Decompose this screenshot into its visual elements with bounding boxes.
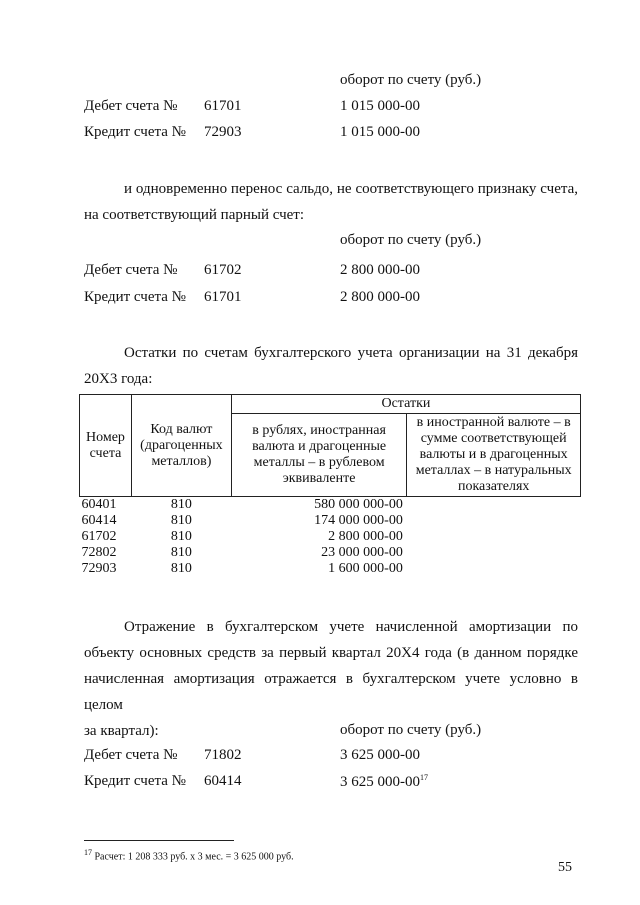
- cell-rub: 1 600 000-00: [328, 561, 403, 576]
- cell-account: 60401: [81, 497, 117, 512]
- turnover-header: оборот по счету (руб.): [340, 72, 482, 88]
- footnote-number: 17: [84, 848, 92, 857]
- footnote: [84, 848, 294, 862]
- cell-code: 810: [170, 497, 192, 512]
- credit-account: 61701: [204, 289, 242, 305]
- page-number: 55: [558, 860, 572, 875]
- cell-rub: 580 000 000-00: [314, 497, 403, 512]
- cell-account: 60414: [81, 513, 117, 528]
- footnote-text: Расчет: 1 208 333 руб. х 3 мес. = 3 625 000 руб.: [92, 851, 294, 863]
- paragraph-line: Остатки по счетам бухгалтерского учета организации на 31 декабря: [124, 345, 578, 361]
- table-row: [80, 529, 581, 545]
- balances-table: [79, 394, 581, 577]
- debit-label: Дебет счета №: [84, 98, 178, 114]
- cell-code: 810: [170, 545, 192, 560]
- footnote-ref: 17: [420, 773, 428, 782]
- table-row: [80, 561, 581, 577]
- cell-rub: 2 800 000-00: [328, 529, 403, 544]
- cell-rub: 23 000 000-00: [321, 545, 403, 560]
- paragraph-line: Отражение в бухгалтерском учете начисленной амортизации по: [124, 619, 578, 635]
- paragraph-line: за квартал):: [84, 723, 159, 739]
- cell-foreign: [407, 529, 581, 545]
- debit-amount: 1 015 000-00: [340, 98, 420, 114]
- debit-account: 61701: [204, 98, 242, 114]
- cell-account: 72903: [81, 561, 117, 576]
- col-balances-header: Остатки: [231, 395, 580, 414]
- paragraph-balances: [84, 340, 578, 392]
- credit-amount: [340, 773, 428, 791]
- credit-amount: 1 015 000-00: [340, 124, 420, 140]
- credit-account: 60414: [204, 773, 242, 789]
- debit-amount: 2 800 000-00: [340, 262, 420, 278]
- debit-account: 71802: [204, 747, 242, 763]
- cell-code: 810: [170, 561, 192, 576]
- cell-account: 72802: [81, 545, 117, 560]
- col-foreign-header: в иностранной валюте – в сумме соответствующей валюты и в драгоценных металлах – в натуральных показателях: [407, 414, 581, 497]
- cell-foreign: [407, 513, 581, 529]
- table-row: [80, 545, 581, 561]
- col-code-header: Код валют (драгоценных металлов): [131, 395, 231, 497]
- col-account-header: Номер счета: [80, 395, 132, 497]
- table-row: [80, 497, 581, 514]
- paragraph-line: начисленная амортизация отражается в бухгалтерском учете условно в целом: [84, 671, 578, 713]
- col-rub-header: в рублях, иностранная валюта и драгоценные металлы – в рублевом эквиваленте: [231, 414, 406, 497]
- cell-rub: 174 000 000-00: [314, 513, 403, 528]
- debit-label: Дебет счета №: [84, 747, 178, 763]
- cell-account: 61702: [81, 529, 117, 544]
- debit-amount: 3 625 000-00: [340, 747, 420, 763]
- turnover-header: оборот по счету (руб.): [340, 232, 482, 248]
- credit-label: Кредит счета №: [84, 289, 186, 305]
- paragraph-line: 20Х3 года:: [84, 371, 153, 387]
- cell-foreign: [407, 561, 581, 577]
- credit-label: Кредит счета №: [84, 773, 186, 789]
- turnover-header: оборот по счету (руб.): [340, 722, 482, 738]
- paragraph-depreciation: [84, 614, 578, 744]
- credit-amount-value: 3 625 000-00: [340, 774, 420, 790]
- paragraph-line: на соответствующий парный счет:: [84, 207, 305, 223]
- paragraph-line: и одновременно перенос сальдо, не соответствующего признаку счета,: [124, 181, 578, 197]
- footnote-divider: [84, 840, 234, 841]
- credit-label: Кредит счета №: [84, 124, 186, 140]
- table-row: [80, 513, 581, 529]
- paragraph-transfer: [84, 176, 578, 228]
- cell-foreign: [407, 497, 581, 514]
- cell-foreign: [407, 545, 581, 561]
- credit-account: 72903: [204, 124, 242, 140]
- paragraph-line: объекту основных средств за первый квартал 20Х4 года (в данном порядке: [84, 645, 578, 661]
- cell-code: 810: [170, 529, 192, 544]
- debit-label: Дебет счета №: [84, 262, 178, 278]
- debit-account: 61702: [204, 262, 242, 278]
- credit-amount: 2 800 000-00: [340, 289, 420, 305]
- cell-code: 810: [170, 513, 192, 528]
